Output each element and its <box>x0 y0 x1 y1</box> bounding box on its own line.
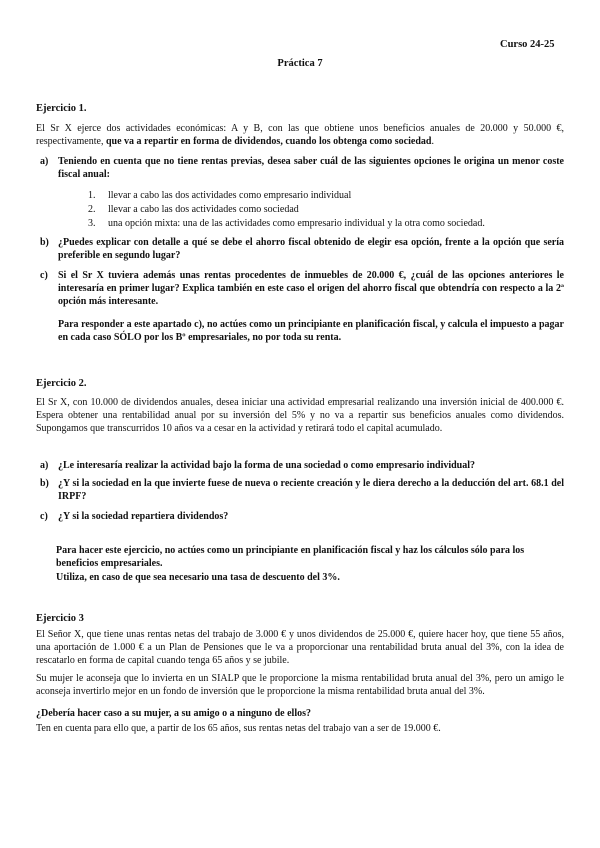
option-text: llevar a cabo las dos actividades como empresario individual <box>108 190 352 201</box>
option-1 <box>88 189 564 202</box>
exercise-2-heading: Ejercicio 2. <box>36 378 87 389</box>
exercise-3-paragraph-1: El Señor X, que tiene unas rentas netas del trabajo de 3.000 € y unos dividendos de 25.000 €, quiere hacer hoy, que tiene 55 años, una aportación de 1.000 € a un Plan de Pensiones que le va a proporcionar una rentabilidad bruta anual del 3%, con la idea de rescatarlo en forma de capital cuando tenga 65 años y se jubile. <box>36 629 564 666</box>
exercise-1-item-b <box>40 236 564 262</box>
exercise-1-item-a <box>40 155 564 181</box>
exercise-2-intro: El Sr X, con 10.000 de dividendos anuales, desea iniciar una actividad empresarial realizando una inversión inicial de 400.000 €. Espera obtener una rentabilidad anual por su inversión del 5% y no va a repartir sus beneficios anuales como dividendos. Supongamos que transcurridos 10 años va a cesar en la actividad y retirará todo el capital acumulado. <box>36 397 564 434</box>
exercise-2-note: Para hacer este ejercicio, no actúes como un principiante en planificación fiscal y haz los cálculos sólo para los beneficios empresariales. <box>56 545 525 569</box>
exercise-2-item-a <box>40 459 564 472</box>
item-text: Si el Sr X tuviera además unas rentas procedentes de inmuebles de 20.000 €, ¿cuál de las opciones anteriores le interesaría en primer lugar? Explica también en este caso el origen del ahorro fiscal que obtendría con respecto a la 2ª opción más interesante. <box>58 270 564 307</box>
option-2 <box>88 203 564 216</box>
exercise-1-item-c <box>40 269 564 308</box>
exercise-1-note: Para responder a este apartado c), no actúes como un principiante en planificación fiscal, y calcula el impuesto a pagar en cada caso SÓLO por los Bº empresariales, no por toda su renta. <box>58 319 564 343</box>
item-text: ¿Y si la sociedad repartiera dividendos? <box>58 511 229 522</box>
option-number: 2. <box>88 204 96 215</box>
item-marker: b) <box>40 237 49 248</box>
exercise-1-intro <box>36 122 564 148</box>
option-number: 3. <box>88 218 96 229</box>
exercise-3-question: ¿Debería hacer caso a su mujer, a su amigo o a ninguno de ellos? <box>36 708 312 719</box>
exercise-2-item-b <box>40 477 564 503</box>
option-3 <box>88 217 564 230</box>
page-title: Práctica 7 <box>277 58 323 69</box>
exercise-1-heading: Ejercicio 1. <box>36 103 87 114</box>
item-text: Teniendo en cuenta que no tiene rentas previas, desea saber cuál de las siguientes opciones le origina un menor coste fiscal anual: <box>58 156 564 180</box>
item-marker: c) <box>40 270 48 281</box>
item-marker: b) <box>40 478 49 489</box>
exercise-3-paragraph-3: Ten en cuenta para ello que, a partir de los 65 años, sus rentas netas del trabajo van a ser de 19.000 €. <box>36 723 441 734</box>
option-text: una opción mixta: una de las actividades como empresario individual y la otra como sociedad. <box>108 218 485 229</box>
item-marker: a) <box>40 460 49 471</box>
item-text: ¿Y si la sociedad en la que invierte fuese de nueva o reciente creación y le diera derecho a la deducción del art. 68.1 del IRPF? <box>58 478 564 502</box>
option-number: 1. <box>88 190 96 201</box>
exercise-2-note-rate: Utiliza, en caso de que sea necesario una tasa de descuento del 3%. <box>56 572 340 583</box>
item-text: ¿Le interesaría realizar la actividad bajo la forma de una sociedad o como empresario individual? <box>58 460 476 471</box>
course-label: Curso 24-25 <box>500 39 555 50</box>
exercise-1-intro-bold: que va a repartir en forma de dividendos, cuando los obtenga como sociedad <box>105 136 432 147</box>
exercise-1-intro-text: El Sr X ejerce dos actividades económicas: A y B, con las que obtiene unos beneficios anuales de 20.000 y 50.000 €, respectivamente, <box>36 123 564 147</box>
exercise-2-item-c <box>40 510 564 523</box>
exercise-1-intro-end: . <box>431 136 434 147</box>
exercise-3-paragraph-2: Su mujer le aconseja que lo invierta en un SIALP que le proporcione la misma rentabilidad bruta anual del 3%, pero un amigo le aconseja invertirlo mejor en un fondo de inversión que le proporcione la misma rentabilidad bruta anual del 3%. <box>36 673 564 697</box>
item-marker: c) <box>40 511 48 522</box>
item-text: ¿Puedes explicar con detalle a qué se debe el ahorro fiscal obtenido de elegir esa opción, frente a la opción que sería preferible en segundo lugar? <box>58 237 564 261</box>
item-marker: a) <box>40 156 49 167</box>
exercise-3-heading: Ejercicio 3 <box>36 613 84 624</box>
option-text: llevar a cabo las dos actividades como sociedad <box>108 204 299 215</box>
